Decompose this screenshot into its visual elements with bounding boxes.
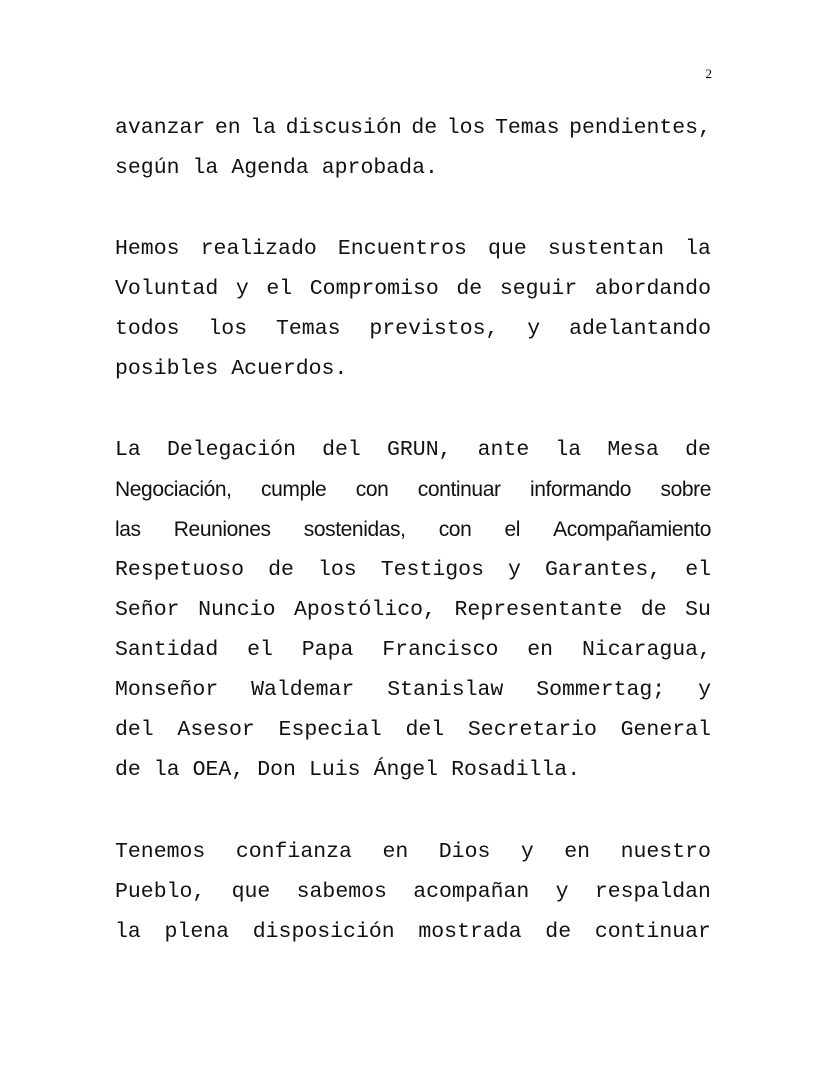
text-line: las Reuniones sostenidas, con el Acompañamiento (115, 518, 711, 541)
page-number: 2 (705, 66, 712, 81)
text-line: del Asesor Especial del Secretario General (115, 718, 711, 742)
text-line: posibles Acuerdos. (115, 357, 348, 381)
text-line: Señor Nuncio Apostólico, Representante de Su (115, 598, 711, 622)
paragraph-3 (115, 430, 711, 790)
text-line: avanzar en la discusión de los Temas pendientes, (115, 116, 711, 140)
text-line: Tenemos confianza en Dios y en nuestro (115, 840, 711, 864)
text-line: Santidad el Papa Francisco en Nicaragua, (115, 638, 711, 662)
text-line: Respetuoso de los Testigos y Garantes, el (115, 558, 711, 582)
paragraph-2 (115, 229, 711, 389)
text-line: Monseñor Waldemar Stanislaw Sommertag; y (115, 678, 711, 702)
text-line: Hemos realizado Encuentros que sustentan la (115, 237, 711, 261)
text-line: La Delegación del GRUN, ante la Mesa de (115, 438, 711, 462)
text-line: de la OEA, Don Luis Ángel Rosadilla. (115, 758, 581, 782)
text-line: la plena disposición mostrada de continuar (115, 920, 711, 944)
text-line: Pueblo, que sabemos acompañan y respaldan (115, 880, 711, 904)
text-line: Voluntad y el Compromiso de seguir abordando (115, 277, 711, 301)
text-line: según la Agenda aprobada. (115, 156, 438, 180)
text-line: todos los Temas previstos, y adelantando (115, 317, 711, 341)
paragraph-4 (115, 832, 711, 952)
paragraph-1 (115, 108, 711, 188)
text-line: Negociación, cumple con continuar informando sobre (115, 478, 711, 501)
